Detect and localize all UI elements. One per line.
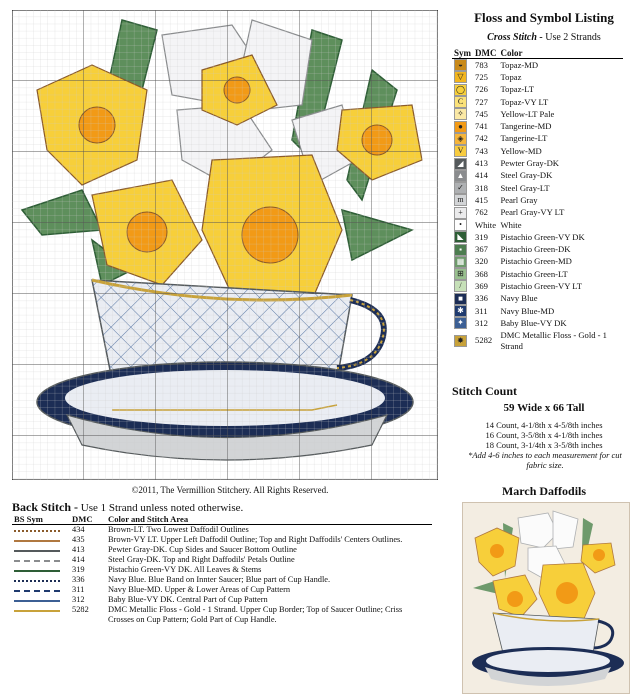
backstitch-area: Brown-LT. Two Lowest Daffodil Outlines: [108, 525, 249, 534]
floss-dmc: 413: [475, 158, 488, 169]
floss-row: [452, 243, 623, 255]
floss-color: Pearl Gray: [500, 194, 538, 205]
backstitch-area: Navy Blue. Blue Band on Innter Saucer; Blue part of Cup Handle.: [108, 575, 331, 584]
floss-dmc: 369: [475, 280, 488, 291]
backstitch-line-sample: [14, 560, 60, 562]
floss-header-color: Color: [499, 48, 623, 59]
floss-color: Pearl Gray-VY LT: [500, 207, 565, 218]
floss-color: Tangerine-LT: [500, 133, 548, 144]
floss-color: Baby Blue-VY DK: [500, 317, 567, 328]
floss-row: [452, 182, 623, 194]
floss-dmc: 743: [475, 145, 488, 156]
bs-header-area: Color and Stitch Area: [106, 514, 432, 525]
floss-row: [452, 293, 623, 305]
floss-dmc: 726: [475, 84, 488, 95]
floss-symbol-icon: ✸: [454, 335, 467, 347]
backstitch-row: [12, 535, 432, 545]
floss-dmc: 783: [475, 59, 488, 70]
backstitch-dmc: 435: [72, 535, 85, 544]
floss-row: [452, 268, 623, 280]
backstitch-row: [12, 555, 432, 565]
copyright: ©2011, The Vermillion Stitchery. All Rights Reserved.: [131, 485, 329, 495]
floss-table: [452, 48, 623, 352]
floss-row: [452, 108, 623, 120]
backstitch-line-sample: [14, 610, 60, 612]
floss-row: [452, 219, 623, 231]
floss-row: [452, 133, 623, 145]
floss-symbol-icon: C: [454, 96, 467, 108]
floss-color: Topaz-VY LT: [500, 96, 549, 107]
backstitch-row: [12, 565, 432, 575]
backstitch-area: Pewter Gray-DK. Cup Sides and Saucer Bottom Outline: [108, 545, 297, 554]
floss-dmc: 414: [475, 170, 488, 181]
floss-symbol-icon: ✱: [454, 305, 467, 317]
finished-preview-image: [462, 502, 630, 694]
backstitch-area: Brown-VY LT. Upper Left Daffodil Outline; Top and Right Daffodils' Centers Outlines.: [108, 535, 403, 544]
floss-symbol-icon: ✓: [454, 182, 467, 194]
floss-dmc: 368: [475, 268, 488, 279]
floss-symbol-icon: +: [454, 207, 467, 219]
stitch-count-title: Stitch Count: [452, 384, 518, 398]
floss-symbol-icon: ◈: [454, 133, 467, 145]
floss-row: [452, 120, 623, 132]
backstitch-line-sample: [14, 590, 60, 592]
floss-row: [452, 170, 623, 182]
floss-dmc: 415: [475, 194, 488, 205]
bs-header-dmc: DMC: [70, 514, 106, 525]
floss-header-dmc: DMC: [475, 48, 497, 58]
floss-row: [452, 157, 623, 169]
floss-row: [452, 207, 623, 219]
stitch-count-14: 14 Count, 4-1/8th x 4-5/8th inches: [485, 420, 603, 430]
cross-stitch-chart: [12, 10, 438, 480]
floss-dmc: White: [475, 219, 497, 230]
floss-dmc: 745: [475, 108, 488, 119]
floss-row: [452, 280, 623, 292]
floss-color: Pistachio Green-MD: [500, 256, 572, 267]
floss-dmc: 725: [475, 71, 488, 82]
floss-symbol-icon: ✧: [454, 108, 467, 120]
backstitch-area: DMC Metallic Floss - Gold - 1 Strand. Upper Cup Border; Top of Saucer Outline; Criss Crosses on Cup Pattern; Gold Part of Cup Handle.: [108, 605, 403, 624]
floss-row: [452, 96, 623, 108]
floss-symbol-icon: m: [454, 194, 467, 206]
floss-symbol-icon: /: [454, 280, 467, 292]
backstitch-dmc: 414: [72, 555, 85, 564]
floss-row: [452, 317, 623, 329]
floss-row: [452, 231, 623, 243]
backstitch-area: Steel Gray-DK. Top and Right Daffodils' Petals Outline: [108, 555, 295, 564]
floss-header-sym: Sym: [454, 48, 472, 58]
stitch-count-size: 59 Wide x 66 Tall: [503, 402, 585, 414]
floss-symbol-icon: ◯: [454, 84, 467, 96]
backstitch-dmc: 336: [72, 575, 85, 584]
backstitch-dmc: 319: [72, 565, 85, 574]
backstitch-row: [12, 575, 432, 585]
floss-symbol-icon: ■: [454, 293, 467, 305]
floss-dmc: 741: [475, 121, 488, 132]
floss-color: Topaz-MD: [500, 59, 539, 70]
floss-color: Pewter Gray-DK: [500, 158, 559, 169]
floss-dmc: 319: [475, 231, 488, 242]
floss-color: Pistachio Green-VY DK: [500, 231, 585, 242]
backstitch-row: [12, 595, 432, 605]
stitch-count-16: 16 Count, 3-5/8th x 4-1/8th inches: [485, 430, 603, 440]
floss-symbol-icon: V: [454, 145, 467, 157]
floss-color: Navy Blue-MD: [500, 305, 555, 316]
floss-row: [452, 305, 623, 317]
floss-color: Steel Gray-DK: [500, 170, 553, 181]
floss-symbol-icon: ◒: [454, 59, 467, 71]
backstitch-dmc: 5282: [72, 605, 89, 614]
floss-color: Steel Gray-LT: [500, 182, 550, 193]
floss-symbol-icon: ◢: [454, 158, 467, 170]
floss-dmc: 336: [475, 293, 488, 304]
backstitch-title-bold: Back Stitch -: [12, 500, 78, 514]
floss-title: Floss and Symbol Listing: [474, 10, 614, 25]
stitch-count-note: *Add 4-6 inches to each measurement for cut fabric size.: [468, 450, 622, 470]
floss-subtitle-rest: Use 2 Strands: [545, 32, 601, 43]
floss-dmc: 742: [475, 133, 488, 144]
backstitch-line-sample: [14, 540, 60, 542]
backstitch-row: [12, 605, 432, 625]
floss-row: [452, 59, 623, 72]
floss-row: [452, 84, 623, 96]
floss-symbol-icon: ▦: [454, 256, 467, 268]
floss-symbol-icon: ▽: [454, 71, 467, 83]
floss-dmc: 312: [475, 317, 488, 328]
backstitch-line-sample: [14, 570, 60, 572]
backstitch-row: [12, 585, 432, 595]
floss-row: [452, 71, 623, 83]
floss-symbol-icon: ⊞: [454, 268, 467, 280]
backstitch-row: [12, 525, 432, 536]
backstitch-title: [12, 500, 243, 515]
floss-row: [452, 256, 623, 268]
backstitch-line-sample: [14, 550, 60, 552]
floss-color: Topaz-LT: [500, 84, 534, 95]
backstitch-dmc: 312: [72, 595, 85, 604]
floss-dmc: 727: [475, 96, 488, 107]
backstitch-table: [12, 514, 432, 625]
backstitch-row: [12, 545, 432, 555]
backstitch-line-sample: [14, 600, 60, 602]
floss-color: Tangerine-MD: [500, 121, 552, 132]
floss-symbol-icon: •: [454, 219, 467, 231]
floss-color: Topaz: [500, 71, 522, 82]
floss-dmc: 320: [475, 256, 488, 267]
floss-color: Pistachio Green-VY LT: [500, 280, 582, 291]
backstitch-area: Navy Blue-MD. Upper & Lower Areas of Cup Pattern: [108, 585, 291, 594]
floss-color: Navy Blue: [500, 293, 538, 304]
backstitch-title-rest: Use 1 Strand unless noted otherwise.: [80, 502, 244, 514]
floss-color: Pistachio Green-LT: [500, 268, 568, 279]
floss-color: Yellow-LT Pale: [500, 108, 555, 119]
floss-dmc: 318: [475, 182, 488, 193]
floss-row: [452, 330, 623, 352]
backstitch-dmc: 413: [72, 545, 85, 554]
floss-dmc: 311: [475, 305, 488, 316]
floss-row: [452, 194, 623, 206]
stitch-count-18: 18 Count, 3-1/4th x 3-5/8th inches: [485, 440, 603, 450]
floss-symbol-icon: ◣: [454, 231, 467, 243]
floss-subtitle-bold: Cross Stitch -: [487, 32, 543, 43]
floss-subtitle: [452, 32, 636, 43]
floss-symbol-icon: ✦: [454, 317, 467, 329]
floss-color: Pistachio Green-DK: [500, 244, 571, 255]
floss-color: Yellow-MD: [500, 145, 542, 156]
floss-color: DMC Metallic Floss - Gold - 1 Strand: [500, 329, 607, 351]
floss-dmc: 367: [475, 244, 488, 255]
backstitch-line-sample: [14, 580, 60, 582]
backstitch-dmc: 434: [72, 525, 85, 534]
bs-header-sym: BS Sym: [12, 514, 70, 525]
floss-row: [452, 145, 623, 157]
floss-dmc: 762: [475, 207, 488, 218]
floss-dmc: 5282: [475, 335, 493, 346]
floss-color: White: [500, 219, 522, 230]
preview-title: March Daffodils: [501, 484, 587, 498]
floss-symbol-icon: ▪: [454, 244, 467, 256]
floss-symbol-icon: ▲: [454, 170, 467, 182]
backstitch-dmc: 311: [72, 585, 85, 594]
floss-symbol-icon: ●: [454, 121, 467, 133]
backstitch-area: Baby Blue-VY DK. Central Part of Cup Pattern: [108, 595, 268, 604]
backstitch-area: Pistachio Green-VY DK. All Leaves & Stems: [108, 565, 262, 574]
backstitch-line-sample: [14, 530, 60, 532]
